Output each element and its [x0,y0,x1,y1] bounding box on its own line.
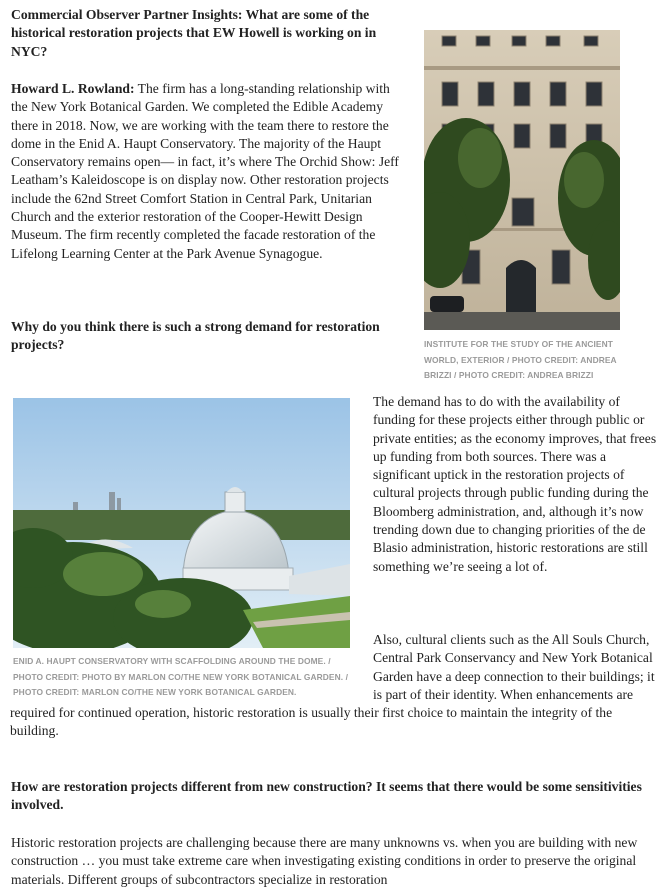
answer-1-text: The firm has a long-standing relationship with the New York Botanical Garden. We completed the Edible Academy there in 2018. Now, we are working with the team there to restore the dome in the Enid A. Haupt Conservatory. The majority of the Haupt Conservatory remains open— in fact, it’s where The Orchid Show: Jeff Leatham’s Kaleidoscope is on display now. Other restoration projects include the 62nd Street Comfort Station in Central Park, Unitarian Church and the exterior restoration of the Cooper-Hewitt Design Museum. The firm recently completed the facade restoration of the Lifelong Learning Center at the Park Avenue Synagogue. [11,81,399,261]
building-photo [424,30,620,330]
conservatory-photo [13,398,350,648]
question-1: Commercial Observer Partner Insights: What are some of the historical restoration projects that EW Howell is working on in NYC? [11,7,377,59]
answer-2-paragraph-2 [10,631,662,741]
conservatory-photo-caption: ENID A. HAUPT CONSERVATORY WITH SCAFFOLDING AROUND THE DOME. / PHOTO CREDIT: PHOTO BY MARLON CO/THE NEW YORK BOTANICAL GARDEN. / PHOTO CREDIT: MARLON CO/THE NEW YORK BOTANICAL GARDEN. [13,656,348,697]
building-photo-caption: INSTITUTE FOR THE STUDY OF THE ANCIENT WORLD, EXTERIOR / PHOTO CREDIT: ANDREA BRIZZI / PHOTO CREDIT: ANDREA BRIZZI [424,339,617,380]
answer-2-paragraph-2-text: Also, cultural clients such as the All Souls Church, Central Park Conservancy and New York Botanical Garden have a deep connection to their buildings; it is part of their identity. When enhancements are required for continued operation, historic restoration is usually their first choice to maintain the integrity of the building. [10,632,655,739]
answer-1 [11,80,406,263]
question-3: How are restoration projects different from new construction? It seems that there would be some sensitivities involved. [11,779,642,813]
question-2: Why do you think there is such a strong demand for restoration projects? [11,319,380,353]
speaker-name: Howard L. Rowland: [11,81,135,96]
answer-3: Historic restoration projects are challenging because there are many unknowns vs. when you are building with new construction … you must take extreme care when investigating existing conditions in order to preserve the original materials. Different groups of subcontractors specialize in restoration [11,835,638,887]
answer-2-paragraph-1: The demand has to do with the availability of funding for these projects either through public or private entities; as the economy improves, that frees up funding from both sources. There was a significant uptick in the restoration projects of cultural projects through public funding during the Bloomberg administration, and, although it’s now trending down due to changing priorities of the de Blasio administration, historic restorations are still something we’re seeing a lot of. [373,394,657,574]
